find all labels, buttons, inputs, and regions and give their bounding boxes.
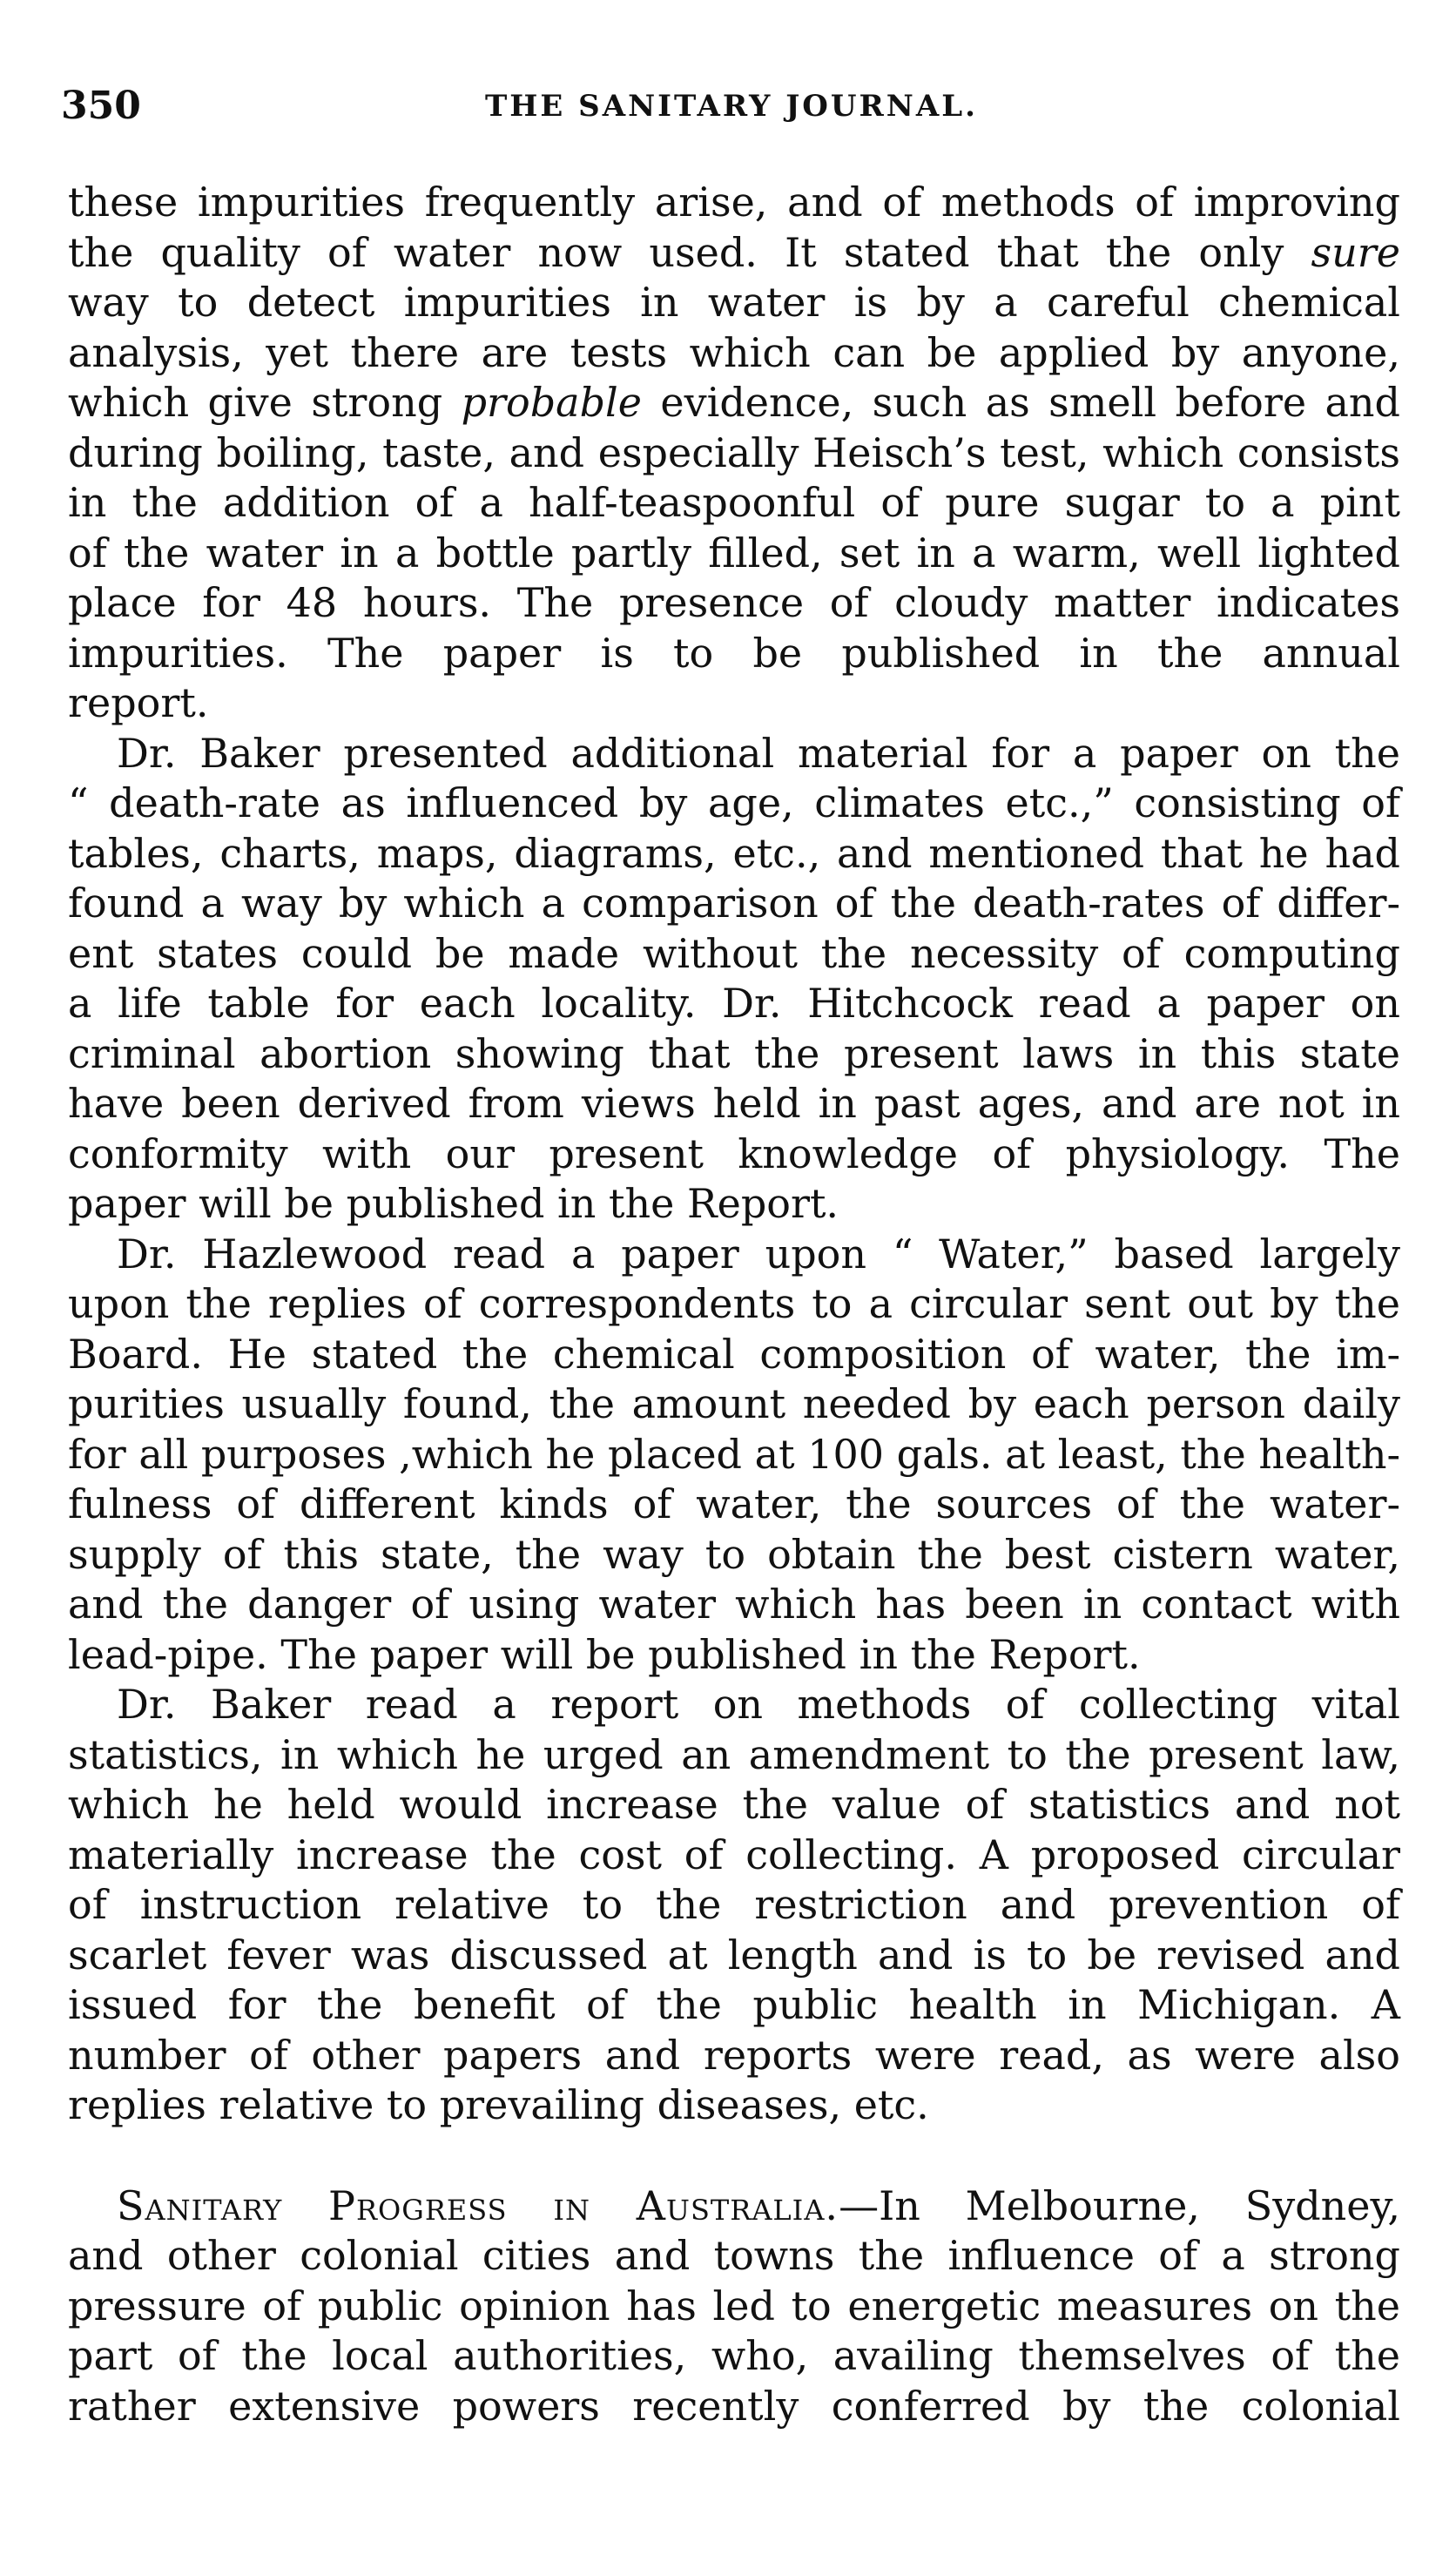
paragraph-water-paper [68,1230,1400,1681]
text-line: upon the replies of correspondents to a circular sent out by the [68,1280,1400,1327]
text-line: found a way by which a comparison of the death-rates of differ- [68,880,1400,927]
text-line: materially increase the cost of collecting. A proposed circular [68,1830,1400,1878]
text-line: ent states could be made without the necessity of computing [68,929,1400,977]
text-line: conformity with our present knowledge of physiology. The [68,1129,1400,1177]
text-line: impurities. The paper is to be published in the annual [68,629,1400,677]
text-line: have been derived from views held in past ages, and are not in [68,1080,1400,1127]
running-title: THE SANITARY JOURNAL. [484,89,979,124]
text-line: Dr. Baker read a report on methods of collecting vital [117,1681,1400,1728]
section-gap [68,2131,1400,2181]
text-line: a life table for each locality. Dr. Hitchcock read a paper on [68,980,1400,1027]
text-line: lead-pipe. The paper will be published in the Report. [68,1630,1141,1678]
text-line: purities usually found, the amount needed by each person daily [68,1380,1400,1427]
text-line: which he held would increase the value of statistics and not [68,1781,1400,1828]
text-line: part of the local authorities, who, availing themselves of the [68,2332,1400,2379]
text-line: supply of this state, the way to obtain the best cistern water, [68,1530,1400,1578]
paragraph-water-tests [68,178,1400,729]
text-line: and the danger of using water which has been in contact with [68,1581,1400,1628]
text-line: tables, charts, maps, diagrams, etc., and mentioned that he had [68,829,1400,877]
emphasis: sure [1311,228,1400,276]
text-line: paper will be published in the Report. [68,1180,839,1227]
text-line: of instruction relative to the restriction and prevention of [68,1881,1400,1928]
text-line: place for 48 hours. The presence of cloudy matter indicates [68,579,1400,626]
article-body [68,178,1400,2431]
text-line: Board. He stated the chemical composition of water, the im- [68,1330,1400,1378]
paragraph-vital-statistics [68,1680,1400,2131]
text-line [68,2181,1400,2232]
text-line: report. [68,679,209,726]
text-line: number of other papers and reports were read, as were also [68,2031,1400,2079]
page-number: 350 [61,84,141,128]
text-line: replies relative to prevailing diseases, etc. [68,2081,929,2128]
emphasis: probable [461,379,642,426]
text-line: in the addition of a half-teaspoonful of pure sugar to a pint [68,479,1400,526]
text-line: way to detect impurities in water is by a careful chemical [68,279,1400,326]
section-heading: Sanitary Progress in Australia. [117,2181,839,2229]
text-line: these impurities frequently arise, and of methods of improving [68,179,1400,226]
text-line: the quality of water now used. It stated that the only sure [68,228,1400,276]
text-line: during boiling, taste, and especially Heisch’s test, which consists [68,428,1400,476]
text-line: of the water in a bottle partly filled, set in a warm, well lighted [68,529,1400,576]
text-line: and other colonial cities and towns the influence of a strong [68,2232,1400,2279]
text-line-fragment: —In Melbourne, Sydney, [839,2181,1400,2229]
paragraph-death-rate [68,729,1400,1230]
text-line: issued for the benefit of the public health in Michigan. A [68,1981,1400,2028]
text-line: Dr. Hazlewood read a paper upon “ Water,” based largely [117,1230,1400,1278]
text-line: which give strong probable evidence, such as smell before and [68,379,1401,426]
text-line: for all purposes ,which he placed at 100 gals. at least, the health- [68,1430,1400,1478]
text-line: rather extensive powers recently conferred by the colonial [68,2382,1400,2430]
page-header [61,80,1402,132]
text-line: criminal abortion showing that the present laws in this state [68,1029,1400,1077]
text-line: analysis, yet there are tests which can be applied by anyone, [68,328,1400,376]
text-line: fulness of different kinds of water, the sources of the water- [68,1480,1400,1527]
text-line: statistics, in which he urged an amendment to the present law, [68,1730,1400,1778]
text-line: scarlet fever was discussed at length and is to be revised and [68,1931,1400,1979]
text-line: Dr. Baker presented additional material for a paper on the [117,729,1400,777]
text-line: “ death-rate as influenced by age, climates etc.,” consisting of [68,779,1400,826]
paragraph-australia [68,2181,1400,2432]
text-line: pressure of public opinion has led to energetic measures on the [68,2282,1400,2329]
